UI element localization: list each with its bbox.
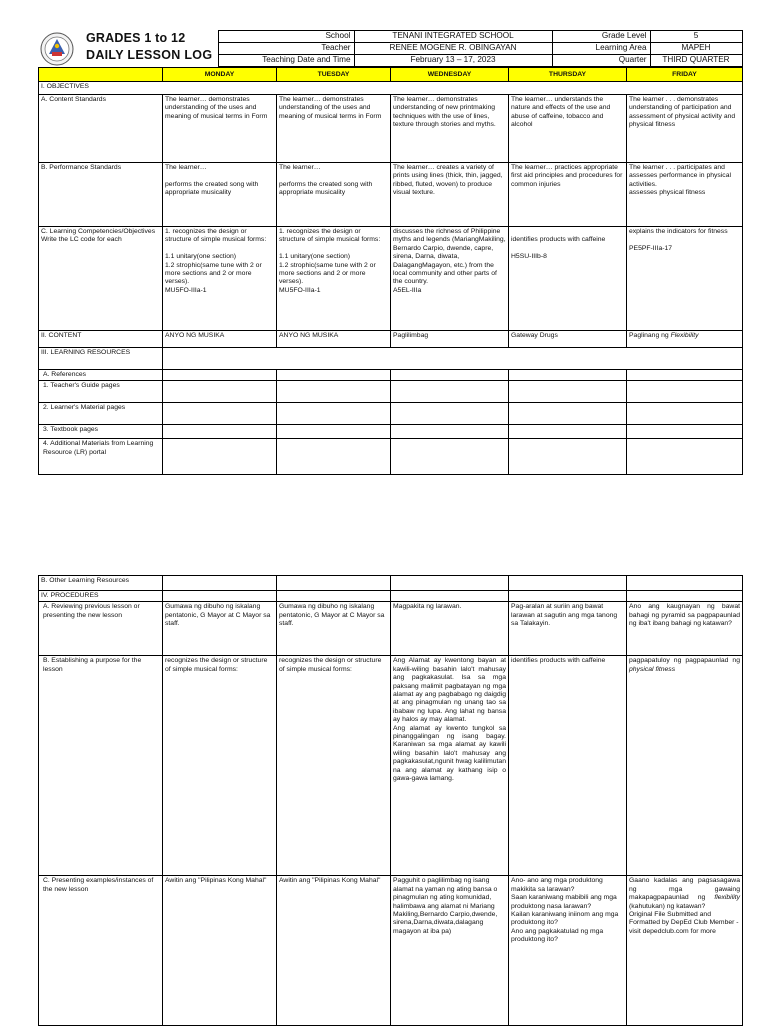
cell-text: (kahutukan) ng katawan? <box>629 902 706 910</box>
cell-friday <box>627 227 743 331</box>
cell-wednesday <box>391 576 509 591</box>
row-label: B. Other Learning Resources <box>39 576 163 591</box>
procedures-row <box>39 591 743 602</box>
cell-line: 1.1 unitary(one section) <box>165 253 237 261</box>
cell-line: MU5FO-IIIa-1 <box>165 286 207 294</box>
cell-wednesday: Magpakita ng larawan. <box>391 602 509 656</box>
cell-wednesday: Paglilimbag <box>391 331 509 348</box>
cell-friday <box>627 591 743 602</box>
cell-friday <box>627 876 743 1026</box>
cell-line: PE5PF-IIIa-17 <box>629 244 673 252</box>
cell-monday <box>163 227 277 331</box>
cell-monday <box>163 576 277 591</box>
cell-monday: recognizes the design or structure of simple musical forms: <box>163 656 277 876</box>
school-label: School <box>218 31 354 43</box>
cell-thursday <box>509 370 627 381</box>
cell-wednesday <box>391 656 509 876</box>
cell-tuesday <box>277 576 391 591</box>
cell-friday <box>627 656 743 876</box>
cell-friday <box>627 576 743 591</box>
row-label: 2. Learner's Material pages <box>39 403 163 425</box>
row-label: 4. Additional Materials from Learning Resource (LR) portal <box>39 439 163 475</box>
brand-cell <box>38 31 218 67</box>
cell-line: 1.2 strophic(same tune with 2 or more sections and 2 or more verses). <box>165 261 262 286</box>
cell-line: MU5FO-IIIa-1 <box>279 286 321 294</box>
resources-row <box>39 348 743 370</box>
cell-line: 1.2 strophic(same tune with 2 or more sections and 2 or more verses). <box>279 261 376 286</box>
content-row <box>39 331 743 348</box>
cell-monday: ANYO NG MUSIKA <box>163 331 277 348</box>
cell-monday <box>163 425 277 439</box>
row-label: IV. PROCEDURES <box>39 591 163 602</box>
cell-wednesday <box>391 439 509 475</box>
cell-wednesday <box>391 381 509 403</box>
school-value: TENANI INTEGRATED SCHOOL <box>354 31 552 43</box>
cell-line: The learner . . . participates and assesses performance in physical activities. <box>629 164 731 188</box>
cell-tuesday: Gumawa ng dibuho ng iskalang pentatonic, G Mayor at C Mayor sa staff. <box>277 602 391 656</box>
cell-line: H5SU-IIIb-8 <box>511 253 547 261</box>
lesson-log-page-1 <box>38 30 742 475</box>
cell-line: discusses the richness of Philippine myths and legends (MariangMakiling, Bernardo Carpio, dwende, capre, sirena, Darna, diwata, DalagangMagayon, etc.) from the local community and other parts of the country. <box>393 228 506 286</box>
cell-friday <box>627 403 743 425</box>
cell-line: Ang alamat ay kwento tungkol sa pinanggalingan ng isang bagay. Karaniwan sa mga alamat ay kawili wiling basahin lalo't mahusay ang pagkakasulat,ngunit hwag kalilimutan na ang alamat ay kathang isip o gawa-gawa lamang. <box>393 724 506 783</box>
purpose-row <box>39 656 743 876</box>
cell-thursday <box>509 403 627 425</box>
day-wednesday: WEDNESDAY <box>391 68 509 82</box>
lm-row <box>39 403 743 425</box>
cell-tuesday <box>277 403 391 425</box>
area-label: Learning Area <box>552 43 650 55</box>
daily-lesson-log-title: DAILY LESSON LOG <box>86 47 213 62</box>
references-row <box>39 370 743 381</box>
cell-tuesday: ANYO NG MUSIKA <box>277 331 391 348</box>
cell-line: Ano- ano ang mga produktong makikita sa larawan? <box>511 877 603 893</box>
row-label: A. Reviewing previous lesson or presenting the new lesson <box>39 602 163 656</box>
cell-text: pagpapatuloy ng pagpapaunlad ng <box>629 657 740 665</box>
cell-friday: Ano ang kaugnayan ng bawat bahagi ng pyramid sa pagpapaunlad ng iba't ibang bahagi ng katawan? <box>627 602 743 656</box>
cell-monday <box>163 403 277 425</box>
cell-friday: The learner . . . demonstrates understanding of participation and assessment of physical activity and physical fitness <box>627 95 743 163</box>
cell-line: identifies products with caffeine <box>511 236 606 244</box>
cell-thursday <box>509 591 627 602</box>
cell-tuesday: The learner… demonstrates understanding of the uses and meaning of musical terms in Form <box>277 95 391 163</box>
cell-monday: Awitin ang "Pilipinas Kong Mahal" <box>163 876 277 1026</box>
cell-monday: Gumawa ng dibuho ng iskalang pentatonic, G Mayor at C Mayor sa staff. <box>163 602 277 656</box>
lesson-log-page-2 <box>38 575 742 1026</box>
cell-monday <box>163 370 277 381</box>
objectives-label: I. OBJECTIVES <box>39 82 743 95</box>
plan-table-page-1 <box>38 67 743 475</box>
teacher-value: RENEE MOGENE R. OBINGAYAN <box>354 43 552 55</box>
resources-cell <box>163 348 743 370</box>
cell-line: Ano ang pagkakatulad ng mga produktong ito? <box>511 927 604 944</box>
cell-tuesday <box>277 439 391 475</box>
cell-line: Saan karaniwang mabibili ang mga produktong nasa larawan? <box>511 894 617 910</box>
cell-tuesday <box>277 381 391 403</box>
cell-monday: The learner… demonstrates understanding of the uses and meaning of musical terms in Form <box>163 95 277 163</box>
cell-friday <box>627 439 743 475</box>
cell-wednesday: Pagguhit o paglilimbag ng isang alamat na yaman ng ating bansa o pinagmulan ng ating komunidad, halimbawa ang alamat ni Mariang Makiling,Bernardo Carpio,dwende, sirena,Darna,diwata,dalagang magayon at iba pa) <box>391 876 509 1026</box>
cell-text: Paglinang ng <box>629 332 669 339</box>
cell-thursday <box>509 227 627 331</box>
cell-line: performs the created song with appropriate musicality <box>165 180 259 197</box>
cell-friday <box>627 370 743 381</box>
day-corner <box>39 68 163 82</box>
cell-line <box>629 877 740 911</box>
cell-line: assesses physical fitness <box>629 189 706 197</box>
cell-wednesday: The learner… demonstrates understanding of new printmaking techniques with the use of lines, texture through stories and myths. <box>391 95 509 163</box>
cell-wednesday <box>391 591 509 602</box>
cell-line: The learner… <box>165 164 207 171</box>
date-value: February 13 – 17, 2023 <box>354 55 552 67</box>
cell-thursday: Gateway Drugs <box>509 331 627 348</box>
cell-wednesday <box>391 403 509 425</box>
day-monday: MONDAY <box>163 68 277 82</box>
row-label: 3. Textbook pages <box>39 425 163 439</box>
cell-monday <box>163 439 277 475</box>
deped-seal-icon <box>40 32 74 66</box>
presenting-row <box>39 876 743 1026</box>
tg-row <box>39 381 743 403</box>
row-label: A. References <box>39 370 163 381</box>
cell-wednesday <box>391 370 509 381</box>
cell-thursday: Pag-aralan at suriin ang bawat larawan at sagutin ang mga tanong sa Talakayin. <box>509 602 627 656</box>
tb-row <box>39 425 743 439</box>
cell-thursday <box>509 876 627 1026</box>
cell-line: 1.1 unitary(one section) <box>279 253 351 261</box>
objectives-row <box>39 82 743 95</box>
competencies-row <box>39 227 743 331</box>
row-label: III. LEARNING RESOURCES <box>39 348 163 370</box>
cell-line: explains the indicators for fitness <box>629 228 728 235</box>
cell-tuesday <box>277 591 391 602</box>
day-thursday: THURSDAY <box>509 68 627 82</box>
row-label: C. Learning Competencies/Objectives Write the LC code for each <box>39 227 163 331</box>
quarter-label: Quarter <box>552 55 650 67</box>
cell-friday <box>627 381 743 403</box>
cell-line: Ang Alamat ay kwentong bayan at kawili-wiling basahin lalo't mahusay ang pagkakasulat. Isa sa mga paksang malimit pagbatayan ng mga alamat ay ang pagbabago ng daigdig at ang pinagmulan ng unang tao sa ibabaw ng lupa. Ang lahat ng bansa ay halos ay may alamat. <box>393 657 506 724</box>
cell-wednesday <box>391 425 509 439</box>
day-header-row <box>39 68 743 82</box>
cell-thursday: The learner… understands the nature and effects of the use and abuse of caffeine, tobacco and alcohol <box>509 95 627 163</box>
cell-thursday: The learner… practices appropriate first aid principles and procedures for common injuries <box>509 163 627 227</box>
performance-standards-row <box>39 163 743 227</box>
grades-title: GRADES 1 to 12 <box>86 30 186 45</box>
cell-emphasis: flexibility <box>714 894 740 902</box>
row-label: B. Establishing a purpose for the lesson <box>39 656 163 876</box>
review-row <box>39 602 743 656</box>
cell-friday <box>627 163 743 227</box>
cell-thursday <box>509 439 627 475</box>
row-label: C. Presenting examples/instances of the new lesson <box>39 876 163 1026</box>
cell-monday <box>163 381 277 403</box>
cell-friday <box>627 331 743 348</box>
cell-thursday: identifies products with caffeine <box>509 656 627 876</box>
other-resources-row <box>39 576 743 591</box>
content-standards-row <box>39 95 743 163</box>
cell-wednesday: The learner… creates a variety of prints using lines (thick, thin, jagged, ribbed, fluted, woven) to produce visual texture. <box>391 163 509 227</box>
cell-line: performs the created song with appropriate musicality <box>279 180 373 197</box>
header-table <box>38 30 743 67</box>
cell-line: Kailan karaniwang iniinom ang mga produktong ito? <box>511 911 619 927</box>
cell-line: Original File Submitted and Formatted by DepEd Club Member - visit depedclub.com for more <box>629 911 739 935</box>
row-label: A. Content Standards <box>39 95 163 163</box>
plan-table-page-2 <box>38 575 743 1026</box>
cell-thursday <box>509 381 627 403</box>
quarter-value: THIRD QUARTER <box>650 55 742 67</box>
cell-tuesday <box>277 425 391 439</box>
cell-tuesday <box>277 163 391 227</box>
cell-thursday <box>509 425 627 439</box>
cell-text: Gaano kadalas ang pagsasagawa ng mga gawaing makapagpapaunlad ng <box>629 877 740 902</box>
cell-monday <box>163 591 277 602</box>
row-label: 1. Teacher's Guide pages <box>39 381 163 403</box>
cell-monday <box>163 163 277 227</box>
cell-line: A5EL-IIIa <box>393 286 422 294</box>
cell-thursday <box>509 576 627 591</box>
row-label: B. Performance Standards <box>39 163 163 227</box>
teacher-label: Teacher <box>218 43 354 55</box>
cell-emphasis: Flexibility <box>670 332 699 339</box>
cell-line: The learner… <box>279 164 321 171</box>
cell-tuesday <box>277 227 391 331</box>
cell-line: 1. recognizes the design or structure of simple musical forms: <box>165 228 267 244</box>
cell-friday <box>627 425 743 439</box>
grade-label: Grade Level <box>552 31 650 43</box>
area-value: MAPEH <box>650 43 742 55</box>
day-tuesday: TUESDAY <box>277 68 391 82</box>
date-label: Teaching Date and Time <box>218 55 354 67</box>
cell-line: 1. recognizes the design or structure of simple musical forms: <box>279 228 381 244</box>
cell-tuesday: recognizes the design or structure of simple musical forms: <box>277 656 391 876</box>
cell-tuesday <box>277 370 391 381</box>
cell-wednesday <box>391 227 509 331</box>
day-friday: FRIDAY <box>627 68 743 82</box>
am-row <box>39 439 743 475</box>
grade-value: 5 <box>650 31 742 43</box>
row-label: II. CONTENT <box>39 331 163 348</box>
cell-tuesday: Awitin ang "Pilipinas Kong Mahal" <box>277 876 391 1026</box>
cell-emphasis: physical fitness <box>629 665 676 673</box>
